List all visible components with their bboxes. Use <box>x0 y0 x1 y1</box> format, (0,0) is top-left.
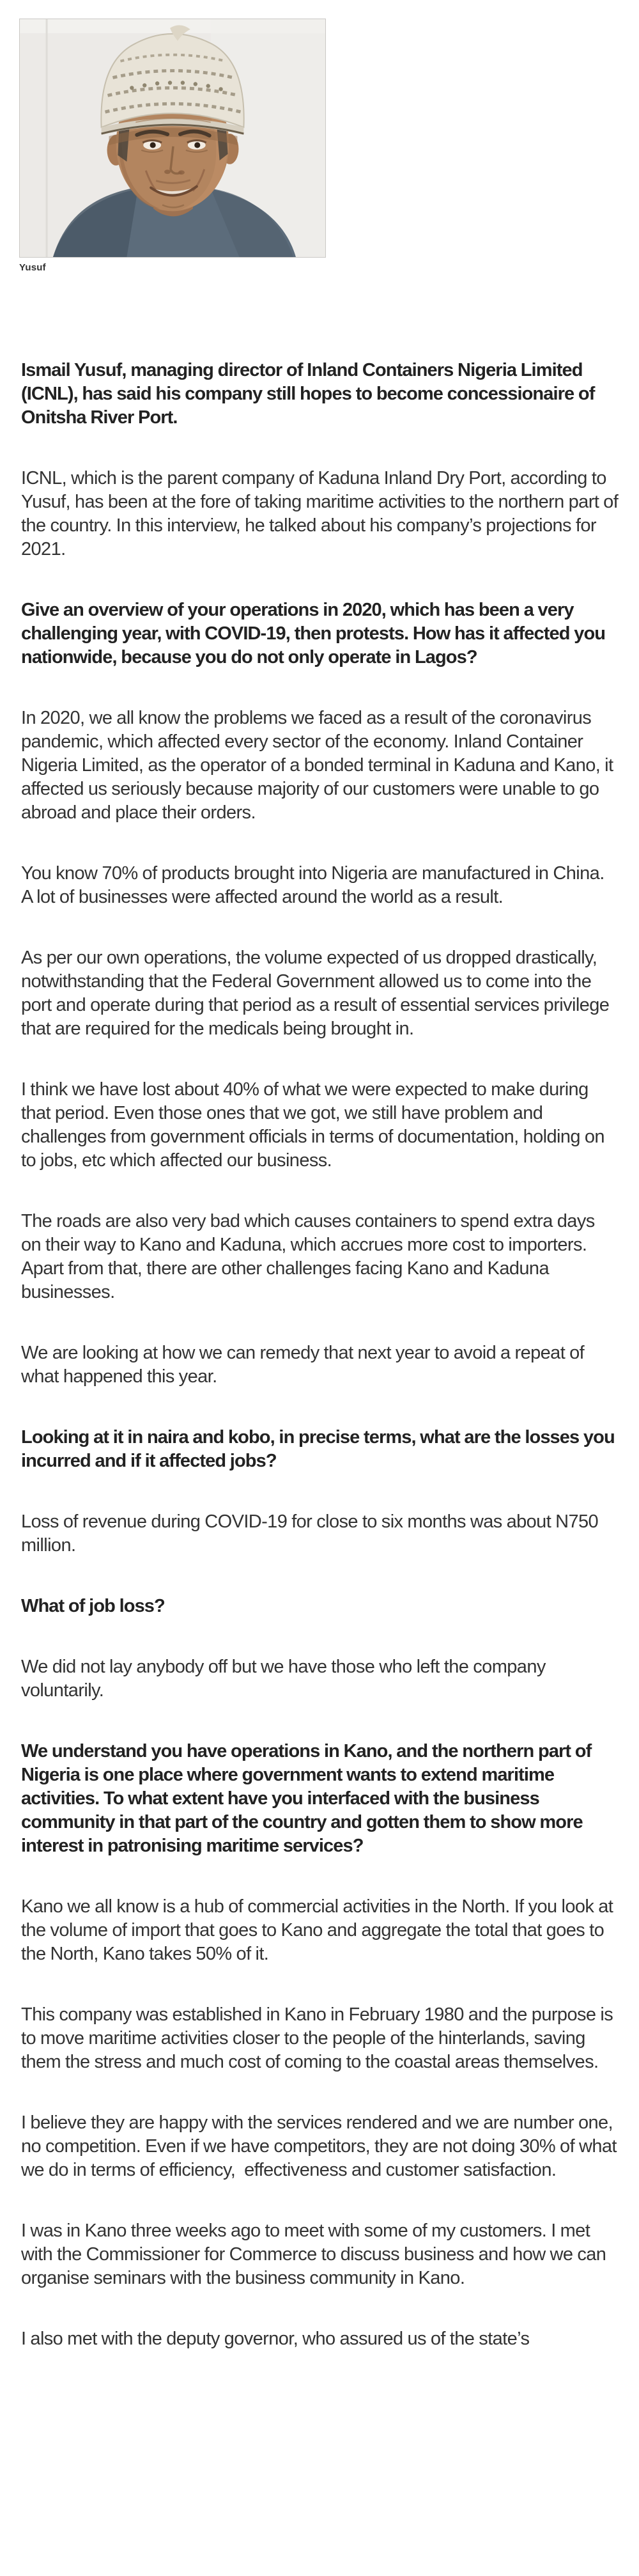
answer-paragraph: Loss of revenue during COVID-19 for close to six months was about N750 million. <box>21 1511 603 1556</box>
question-paragraph: We understand you have operations in Kano, and the northern part of Nigeria is one place where government wants to extend maritime activities. To what extent have you interfaced with the business community in that part of the country and gotten them to show more interest in patronising maritime services? <box>21 1741 596 1856</box>
article-body <box>21 359 623 2351</box>
answer-paragraph: The roads are also very bad which causes containers to spend extra days on their way to Kano and Kaduna, which accrues more cost to importers. Apart from that, there are other challenges facing Kano and Kaduna businesses. <box>21 1211 599 1302</box>
question-paragraph: Looking at it in naira and kobo, in precise terms, what are the losses you incurred and if it affected jobs? <box>21 1427 619 1471</box>
answer-paragraph: ICNL, which is the parent company of Kaduna Inland Dry Port, according to Yusuf, has been at the fore of taking maritime activities to the northern part of the country. In this interview, he talked about his company’s projections for 2021. <box>21 468 623 559</box>
portrait-photo <box>19 19 326 258</box>
answer-paragraph: I think we have lost about 40% of what we were expected to make during that period. Even those ones that we got, we still have problem and challenges from government officials in terms of documentation, holding on to jobs, etc which affected our business. <box>21 1079 609 1171</box>
portrait-image <box>20 19 325 257</box>
answer-paragraph: I believe they are happy with the services rendered and we are number one, no competition. Even if we have competitors, they are not doing 30% of what we do in terms of efficiency, effectiveness and customer satisfaction. <box>21 2112 621 2180</box>
answer-paragraph: We are looking at how we can remedy that next year to avoid a repeat of what happened this year. <box>21 1343 589 1387</box>
question-paragraph: Give an overview of your operations in 2020, which has been a very challenging year, with COVID-19, then protests. How has it affected you nationwide, because you do not only operate in Lagos? <box>21 600 610 667</box>
page-root <box>0 19 639 2576</box>
answer-paragraph: This company was established in Kano in February 1980 and the purpose is to move maritime activities closer to the people of the hinterlands, saving them the stress and much cost of coming to the coastal areas themselves. <box>21 2004 618 2072</box>
answer-paragraph: I also met with the deputy governor, who assured us of the state’s <box>21 2329 530 2349</box>
photo-caption: Yusuf <box>19 262 46 273</box>
answer-paragraph: I was in Kano three weeks ago to meet with some of my customers. I met with the Commissioner for Commerce to discuss business and how we can organise seminars with the business community in Kano. <box>21 2221 611 2288</box>
answer-paragraph: Kano we all know is a hub of commercial activities in the North. If you look at the volume of import that goes to Kano and aggregate the total that goes to the North, Kano takes 50% of it. <box>21 1896 618 1964</box>
photo-figure <box>19 19 326 273</box>
answer-paragraph: We did not lay anybody off but we have those who left the company voluntarily. <box>21 1657 550 1701</box>
answer-paragraph: As per our own operations, the volume expected of us dropped drastically, notwithstanding that the Federal Government allowed us to come into the port and operate during that period as a result of essential services privilege that are required for the medicals being brought in. <box>21 948 614 1039</box>
question-paragraph: What of job loss? <box>21 1596 165 1616</box>
answer-paragraph: In 2020, we all know the problems we faced as a result of the coronavirus pandemic, which affected every sector of the economy. Inland Container Nigeria Limited, as the operator of a bonded terminal in Kaduna and Kano, it affected us seriously because majority of our customers were unable to go abroad and place their orders. <box>21 708 618 823</box>
lead-paragraph: Ismail Yusuf, managing director of Inland Containers Nigeria Limited (ICNL), has said his company still hopes to become concessionaire of Onitsha River Port. <box>21 360 599 428</box>
answer-paragraph: You know 70% of products brought into Nigeria are manufactured in China. A lot of businesses were affected around the world as a result. <box>21 863 608 907</box>
